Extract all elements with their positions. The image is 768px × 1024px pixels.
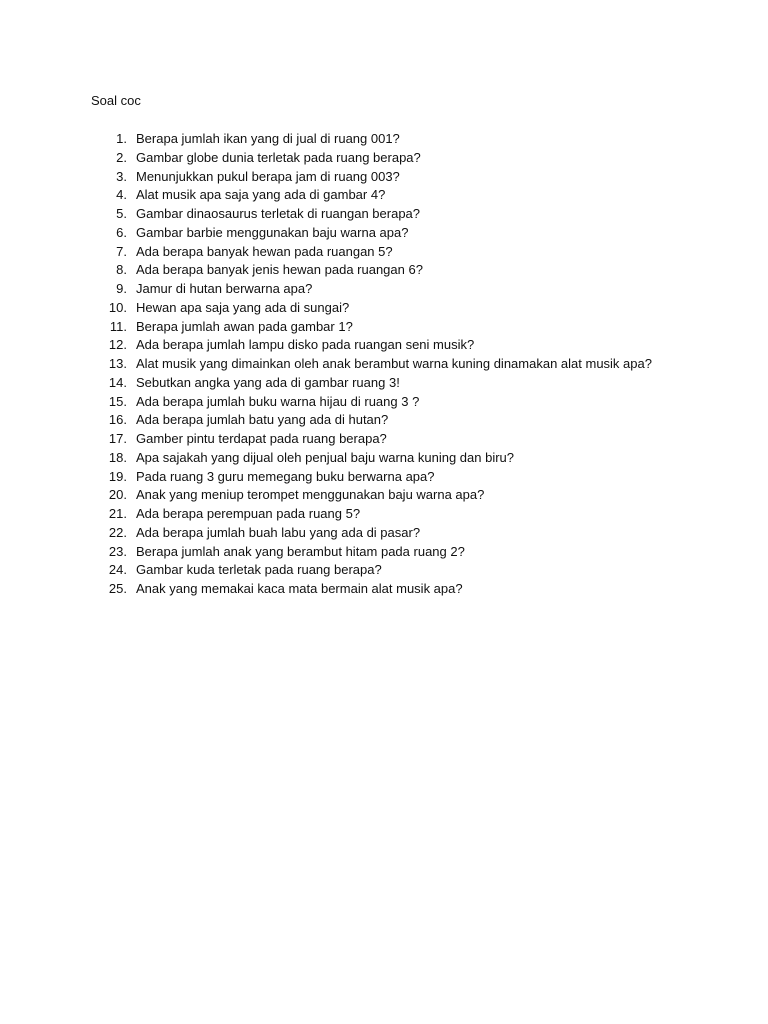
question-item bbox=[91, 224, 671, 243]
question-item bbox=[91, 130, 671, 149]
question-number: 25. bbox=[108, 581, 127, 596]
question-text: Ada berapa jumlah lampu disko pada ruangan seni musik? bbox=[136, 337, 475, 353]
question-item bbox=[91, 468, 671, 487]
question-item bbox=[91, 374, 671, 393]
question-text: Gambar globe dunia terletak pada ruang berapa? bbox=[136, 149, 421, 165]
question-item bbox=[91, 430, 671, 449]
question-text: Sebutkan angka yang ada di gambar ruang 3! bbox=[136, 374, 400, 390]
question-number: 16. bbox=[108, 412, 127, 428]
question-item bbox=[91, 524, 671, 543]
question-item bbox=[91, 411, 671, 430]
question-number: 13. bbox=[108, 356, 127, 371]
question-number: 4. bbox=[116, 187, 127, 203]
question-text: Ada berapa banyak hewan pada ruangan 5? bbox=[136, 243, 393, 259]
question-item bbox=[91, 393, 671, 412]
question-item bbox=[91, 318, 671, 337]
question-text: Ada berapa perempuan pada ruang 5? bbox=[136, 506, 361, 521]
question-text: Jamur di hutan berwarna apa? bbox=[136, 281, 313, 296]
question-text: Anak yang memakai kaca mata bermain alat musik apa? bbox=[136, 581, 463, 596]
question-number: 2. bbox=[116, 149, 127, 165]
question-item bbox=[91, 505, 671, 524]
question-number: 9. bbox=[116, 281, 127, 296]
question-text: Pada ruang 3 guru memegang buku berwarna apa? bbox=[136, 468, 435, 484]
question-number: 15. bbox=[108, 393, 127, 409]
question-item bbox=[91, 243, 671, 262]
question-number: 5. bbox=[116, 206, 127, 221]
question-number: 11. bbox=[109, 318, 127, 334]
question-number: 12. bbox=[108, 337, 127, 353]
question-number: 22. bbox=[108, 524, 127, 540]
question-item bbox=[91, 336, 671, 355]
question-item bbox=[91, 149, 671, 168]
question-list bbox=[91, 130, 671, 599]
question-item bbox=[91, 486, 671, 505]
question-item bbox=[91, 561, 671, 580]
question-text: Gambar kuda terletak pada ruang berapa? bbox=[136, 562, 382, 578]
question-number: 1. bbox=[116, 131, 127, 146]
question-text: Anak yang meniup terompet menggunakan baju warna apa? bbox=[136, 487, 485, 503]
question-number: 18. bbox=[108, 449, 127, 465]
question-item bbox=[91, 543, 671, 562]
question-text: Gambar dinaosaurus terletak di ruangan berapa? bbox=[136, 206, 421, 221]
question-item bbox=[91, 580, 671, 599]
question-text: Gambar barbie menggunakan baju warna apa? bbox=[136, 224, 409, 240]
question-number: 3. bbox=[116, 168, 127, 184]
question-number: 24. bbox=[108, 562, 127, 578]
question-item bbox=[91, 261, 671, 280]
question-text: Ada berapa jumlah buah labu yang ada di pasar? bbox=[136, 524, 421, 540]
question-number: 17. bbox=[108, 431, 127, 446]
question-item bbox=[91, 355, 671, 374]
question-number: 6. bbox=[116, 224, 127, 240]
question-item bbox=[91, 168, 671, 187]
question-number: 23. bbox=[108, 543, 127, 559]
question-number: 21. bbox=[108, 506, 127, 521]
question-text: Alat musik apa saja yang ada di gambar 4? bbox=[136, 187, 386, 203]
question-item bbox=[91, 205, 671, 224]
question-number: 7. bbox=[116, 243, 127, 259]
question-number: 20. bbox=[108, 487, 127, 503]
question-text: Ada berapa jumlah buku warna hijau di ruang 3 ? bbox=[136, 393, 420, 409]
question-text: Hewan apa saja yang ada di sungai? bbox=[136, 299, 350, 315]
question-text: Ada berapa jumlah batu yang ada di hutan? bbox=[136, 412, 389, 428]
question-item bbox=[91, 280, 671, 299]
question-item bbox=[91, 186, 671, 205]
question-text: Apa sajakah yang dijual oleh penjual baju warna kuning dan biru? bbox=[136, 449, 514, 465]
document-title: Soal coc bbox=[91, 93, 141, 108]
question-number: 8. bbox=[116, 262, 127, 278]
question-text: Berapa jumlah awan pada gambar 1? bbox=[136, 318, 353, 334]
question-item bbox=[91, 449, 671, 468]
question-text: Menunjukkan pukul berapa jam di ruang 003? bbox=[136, 168, 400, 184]
question-number: 14. bbox=[108, 374, 127, 390]
question-text: Gamber pintu terdapat pada ruang berapa? bbox=[136, 431, 387, 446]
question-text: Ada berapa banyak jenis hewan pada ruangan 6? bbox=[136, 262, 423, 278]
question-item bbox=[91, 299, 671, 318]
question-text: Berapa jumlah anak yang berambut hitam pada ruang 2? bbox=[136, 543, 465, 559]
question-number: 19. bbox=[108, 468, 127, 484]
question-text: Berapa jumlah ikan yang di jual di ruang 001? bbox=[136, 131, 400, 146]
question-text: Alat musik yang dimainkan oleh anak berambut warna kuning dinamakan alat musik apa? bbox=[136, 356, 652, 371]
question-number: 10. bbox=[108, 299, 127, 315]
